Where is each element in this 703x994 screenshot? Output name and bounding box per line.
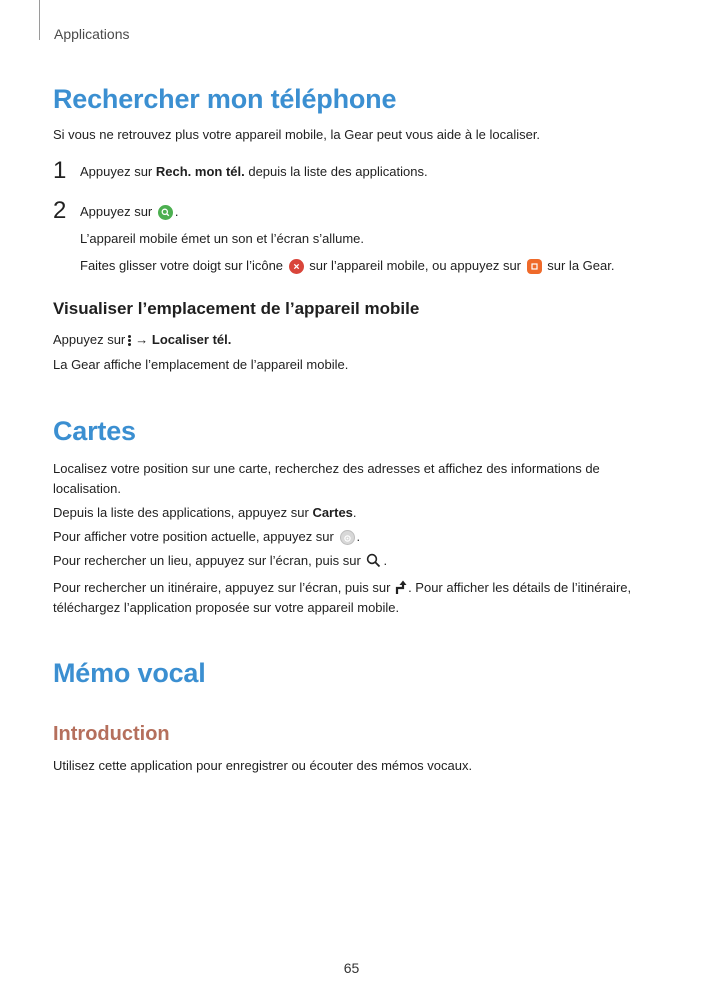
section-header: Applications xyxy=(54,26,130,42)
magnifier-icon xyxy=(366,553,381,568)
stop-sound-icon xyxy=(527,259,542,274)
location-icon xyxy=(340,530,355,545)
view-location-title: Visualiser l’emplacement de l’appareil mobile xyxy=(53,299,420,318)
maps-line-4 xyxy=(53,527,360,547)
maps-line-5-a: Pour rechercher un lieu, appuyez sur l’écran, puis sur xyxy=(53,553,361,568)
maps-line-3-c: . xyxy=(352,505,357,520)
step-2-line-3 xyxy=(80,258,614,274)
find-phone-title: Rechercher mon téléphone xyxy=(53,84,397,114)
step-2-line-3-a: Faites glisser votre doigt sur l’icône xyxy=(80,258,284,273)
header-rule xyxy=(39,0,40,40)
maps-line-4-a: Pour afficher votre position actuelle, appuyez sur xyxy=(53,529,334,544)
maps-line-4-b: . xyxy=(356,529,361,544)
step-2-line-3-b: sur l’appareil mobile, ou appuyez sur xyxy=(309,258,522,273)
maps-line-6-b: . Pour afficher les détails de l’itinéraire, xyxy=(408,580,632,595)
search-circle-icon xyxy=(158,205,173,220)
step-1-number: 1 xyxy=(53,157,67,184)
arrow-text: → xyxy=(135,332,152,347)
step-1-text-a: Appuyez sur xyxy=(80,164,156,179)
step-2-line-3-c: sur la Gear. xyxy=(547,258,615,273)
maps-line-3 xyxy=(53,503,357,523)
step-2-text xyxy=(80,204,179,220)
locate-phone-label: Localiser tél. xyxy=(151,332,232,347)
step-1-text-c: depuis la liste des applications. xyxy=(244,164,428,179)
step-2-text-a: Appuyez sur xyxy=(80,204,153,219)
maps-app-name: Cartes xyxy=(312,505,353,520)
maps-line-6-a: Pour rechercher un itinéraire, appuyez sur l’écran, puis sur xyxy=(53,580,391,595)
maps-title: Cartes xyxy=(53,416,136,446)
voice-memo-title: Mémo vocal xyxy=(53,658,206,688)
maps-line-3-a: Depuis la liste des applications, appuyez sur xyxy=(53,505,313,520)
maps-line-2: localisation. xyxy=(53,481,121,496)
page-number: 65 xyxy=(343,960,360,976)
introduction-text: Utilisez cette application pour enregistrer ou écouter des mémos vocaux. xyxy=(53,758,473,773)
step-2-number: 2 xyxy=(53,197,67,224)
maps-line-6 xyxy=(53,578,631,598)
directions-icon xyxy=(394,579,408,595)
introduction-title: Introduction xyxy=(53,723,170,745)
maps-line-7: téléchargez l’application proposée sur votre appareil mobile. xyxy=(53,600,400,615)
view-location-result: La Gear affiche l’emplacement de l’appareil mobile. xyxy=(53,357,349,372)
maps-line-5 xyxy=(53,551,387,571)
step-1-text xyxy=(80,164,428,179)
maps-line-5-b: . xyxy=(383,553,388,568)
more-options-icon xyxy=(128,334,132,347)
find-phone-intro: Si vous ne retrouvez plus votre appareil mobile, la Gear peut vous aide à le localiser. xyxy=(53,127,541,142)
step-2-line-2: L’appareil mobile émet un son et l’écran s’allume. xyxy=(80,231,364,246)
step-2-text-b: . xyxy=(174,204,179,219)
view-location-text-a: Appuyez sur xyxy=(53,332,126,347)
step-1-app-name: Rech. mon tél. xyxy=(155,164,245,179)
close-circle-icon xyxy=(289,259,304,274)
maps-line-1: Localisez votre position sur une carte, recherchez des adresses et affichez des informations de xyxy=(53,461,600,476)
view-location-step xyxy=(53,330,231,350)
